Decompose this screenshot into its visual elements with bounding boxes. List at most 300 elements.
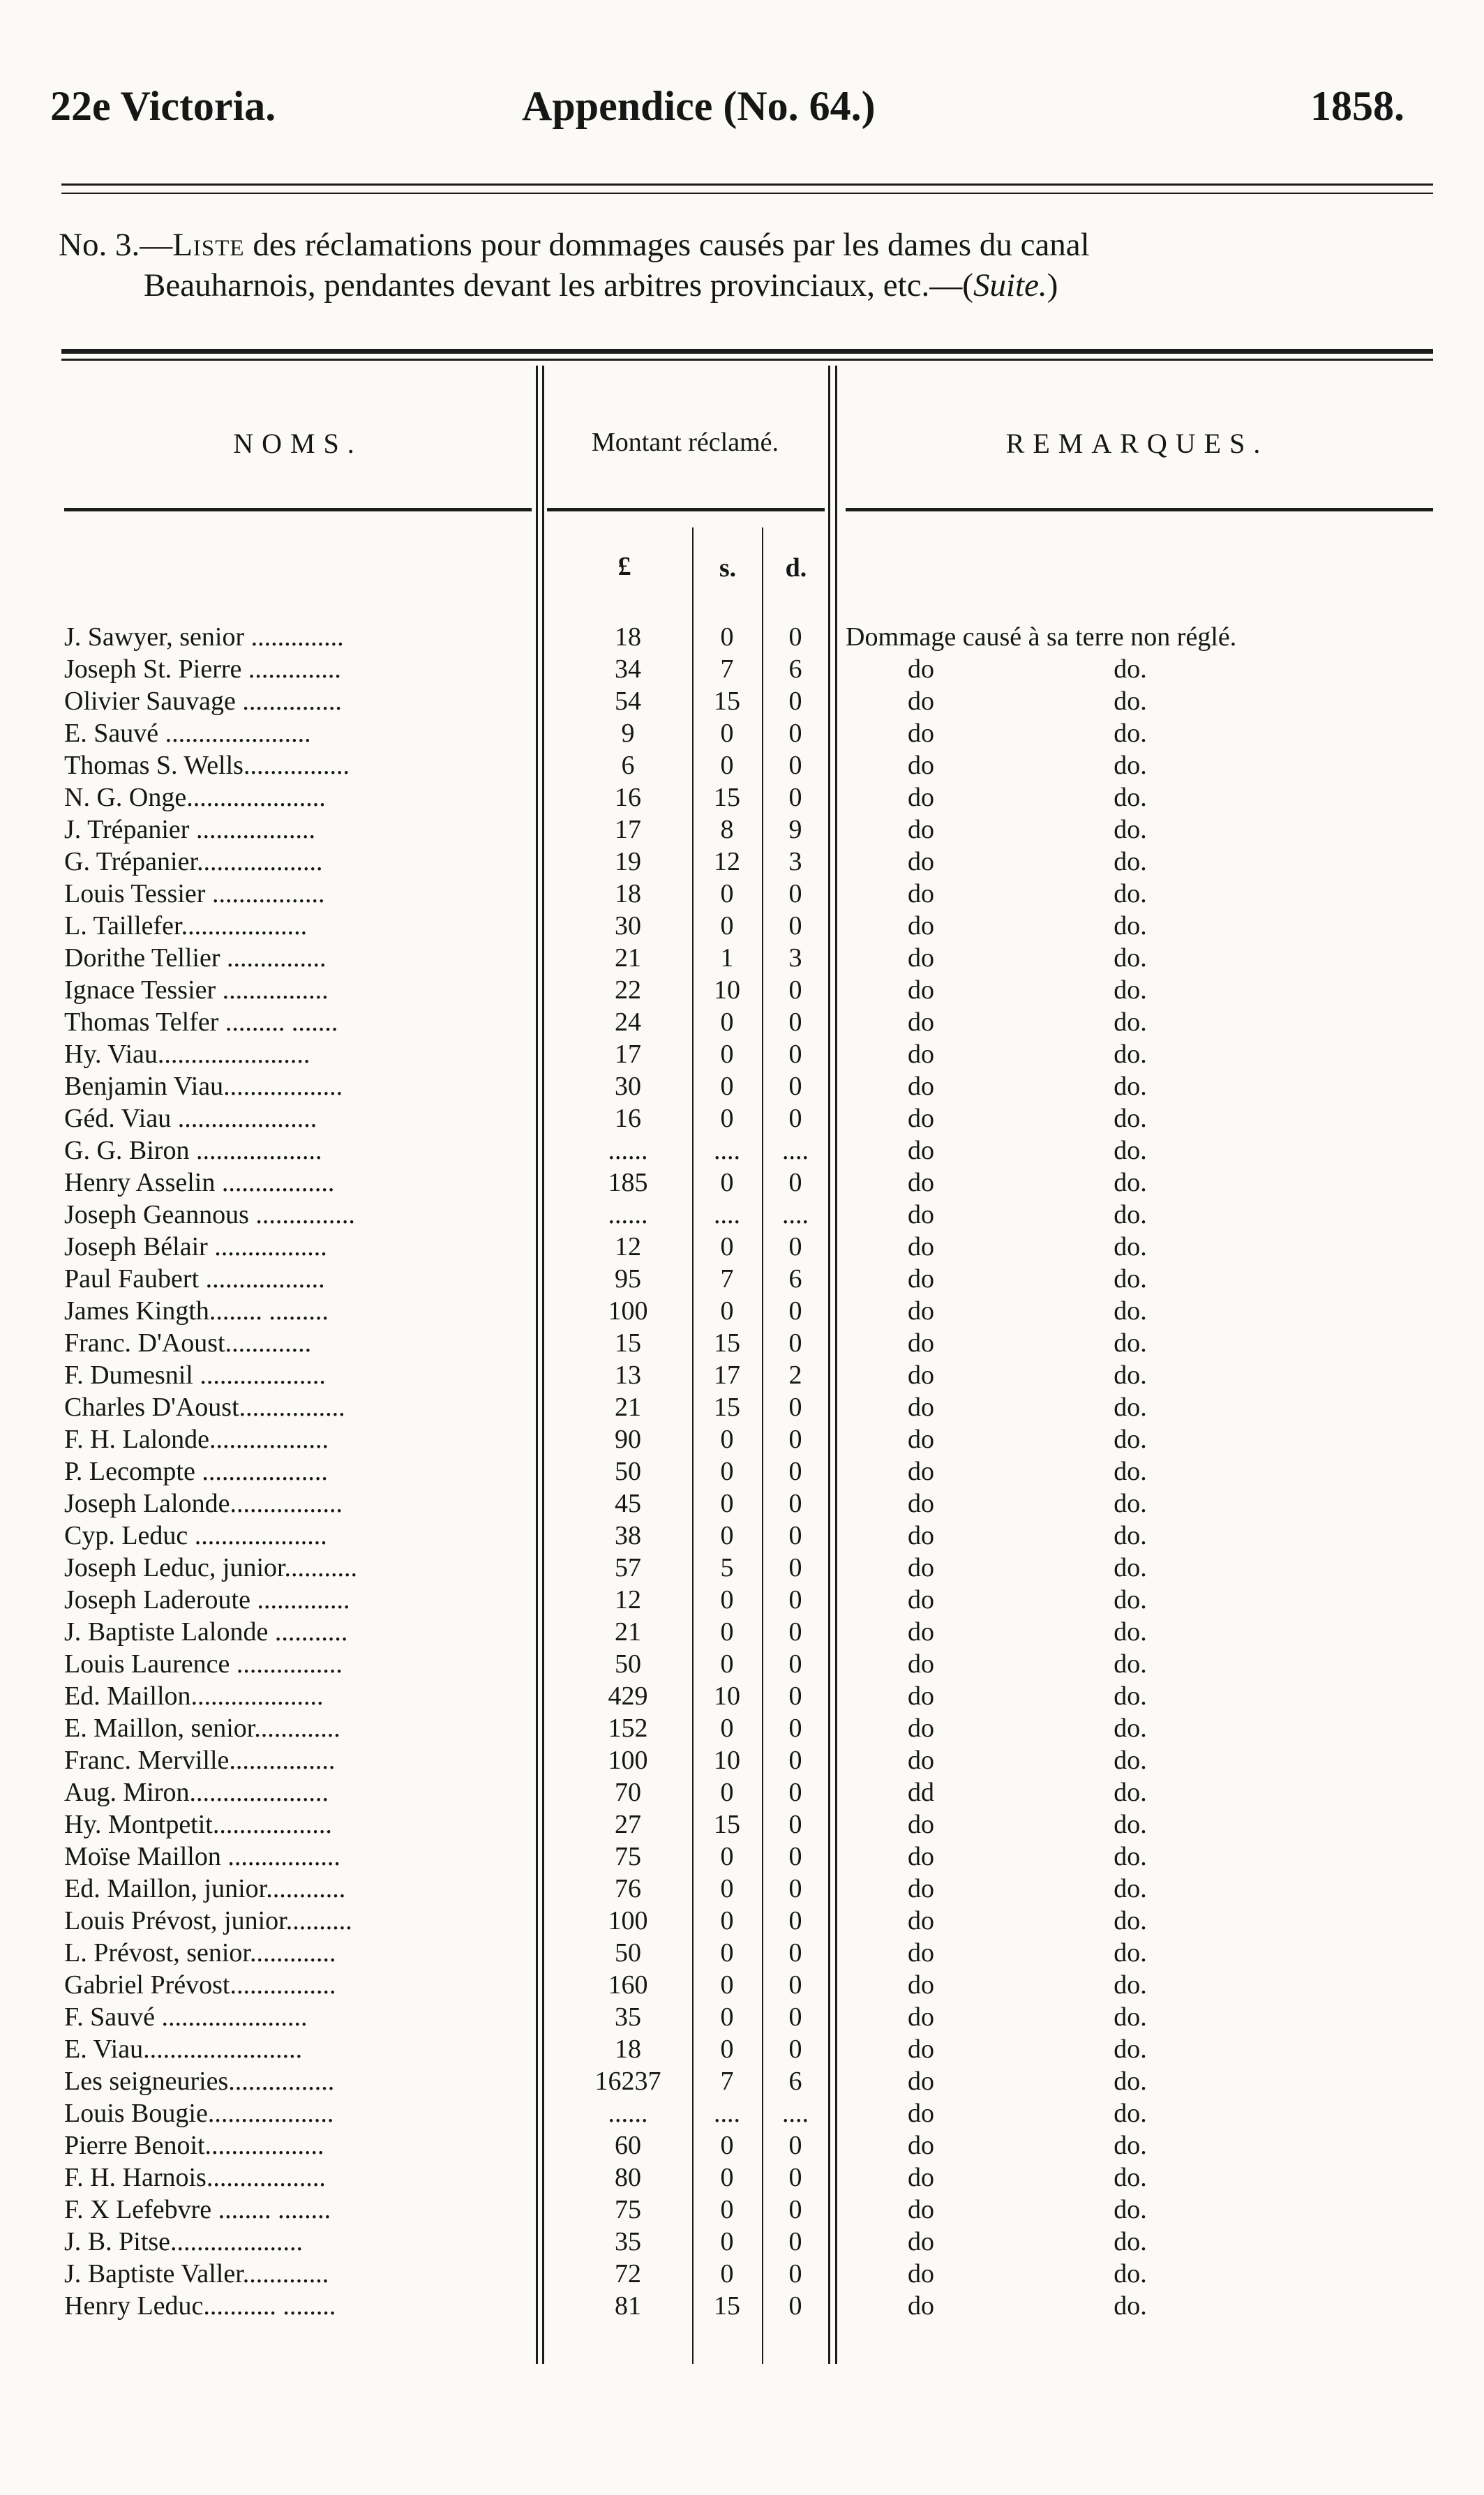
remark-ditto-1: do xyxy=(908,1810,934,1839)
claimant-name: Hy. Viau....................... xyxy=(64,1040,310,1069)
table-row xyxy=(0,2097,1484,2129)
caption-suite: Suite. xyxy=(973,267,1047,304)
amount-pence: 0 xyxy=(788,2131,802,2160)
amount-pounds: 100 xyxy=(608,1746,648,1775)
table-row xyxy=(0,1006,1484,1038)
amount-pence: 0 xyxy=(788,2227,802,2256)
remark-ditto-2: do. xyxy=(1114,1746,1147,1775)
amount-pence: 0 xyxy=(788,1649,802,1679)
claimant-name: Cyp. Leduc .................... xyxy=(64,1521,327,1550)
amount-shillings: 7 xyxy=(720,1264,734,1294)
amount-pence: 0 xyxy=(788,1168,802,1197)
amount-pence: 0 xyxy=(788,622,802,652)
remarques-header-rule xyxy=(846,508,1433,511)
table-row xyxy=(0,1038,1484,1070)
remark-ditto-1: do xyxy=(908,2163,934,2192)
table-row xyxy=(0,1295,1484,1327)
claimant-name: Franc. Merville................ xyxy=(64,1746,336,1775)
amount-pounds: 80 xyxy=(615,2163,641,2192)
claimant-name: Paul Faubert .................. xyxy=(64,1264,325,1294)
header-left: 22e Victoria. xyxy=(50,83,276,129)
table-row xyxy=(0,1455,1484,1488)
amount-shillings: 8 xyxy=(720,815,734,844)
amount-shillings: 15 xyxy=(714,1810,740,1839)
remark-ditto-1: do xyxy=(908,1200,934,1229)
remark-ditto-2: do. xyxy=(1114,2259,1147,2288)
claimant-name: Thomas S. Wells................ xyxy=(64,751,350,780)
amount-pounds: 24 xyxy=(615,1007,641,1037)
remark-ditto-1: do xyxy=(908,751,934,780)
amount-shillings: 0 xyxy=(720,1296,734,1326)
amount-pence: 0 xyxy=(788,1906,802,1935)
claimant-name: L. Prévost, senior............. xyxy=(64,1938,336,1968)
amount-pounds: 16 xyxy=(615,1104,641,1133)
table-row xyxy=(0,974,1484,1006)
amount-pounds: 18 xyxy=(615,622,641,652)
remark-ditto-1: do xyxy=(908,1489,934,1518)
claimant-name: J. B. Pitse.................... xyxy=(64,2227,303,2256)
claimant-name: Pierre Benoit.................. xyxy=(64,2131,324,2160)
claimant-name: Joseph St. Pierre .............. xyxy=(64,654,341,684)
amount-pounds: 35 xyxy=(615,2227,641,2256)
remark-ditto-2: do. xyxy=(1114,687,1147,716)
caption-line-1 xyxy=(59,225,1440,265)
noms-header-rule xyxy=(64,508,532,511)
amount-pounds: 16237 xyxy=(594,2067,661,2096)
remark-ditto-1: do xyxy=(908,1681,934,1711)
table-row xyxy=(0,1134,1484,1167)
claimant-name: Henry Asselin ................. xyxy=(64,1168,335,1197)
claimant-name: Les seigneuries................ xyxy=(64,2067,335,2096)
table-row xyxy=(0,2290,1484,2322)
amount-shillings: 0 xyxy=(720,1906,734,1935)
remark-ditto-2: do. xyxy=(1114,1393,1147,1422)
claimant-name: Joseph Laderoute .............. xyxy=(64,1585,350,1614)
amount-pounds: 70 xyxy=(615,1778,641,1807)
claimant-name: E. Sauvé ...................... xyxy=(64,719,311,748)
amount-shillings: 10 xyxy=(714,1746,740,1775)
remark-ditto-1: do xyxy=(908,2195,934,2224)
amount-pounds: 12 xyxy=(615,1585,641,1614)
amount-shillings: 15 xyxy=(714,1393,740,1422)
amount-shillings: 15 xyxy=(714,2291,740,2321)
claimant-name: J. Trépanier .................. xyxy=(64,815,315,844)
amount-pounds: 21 xyxy=(615,1393,641,1422)
amount-shillings: 0 xyxy=(720,2131,734,2160)
amount-shillings: 0 xyxy=(720,1521,734,1550)
remark-ditto-1: do xyxy=(908,879,934,908)
remark-ditto-2: do. xyxy=(1114,1007,1147,1037)
table-row xyxy=(0,1327,1484,1359)
caption-number: No. 3.— xyxy=(59,227,173,263)
remark-ditto-1: do xyxy=(908,2259,934,2288)
claimant-name: Ignace Tessier ................ xyxy=(64,975,329,1005)
caption-liste: Liste xyxy=(172,227,245,263)
remark-ditto-1: do xyxy=(908,1938,934,1968)
amount-pence: 0 xyxy=(788,1778,802,1807)
remark-ditto-1: do xyxy=(908,815,934,844)
claimant-name: E. Maillon, senior............. xyxy=(64,1714,340,1743)
amount-shillings: 0 xyxy=(720,1585,734,1614)
remark-ditto-2: do. xyxy=(1114,1585,1147,1614)
amount-pence: 0 xyxy=(788,975,802,1005)
amount-pounds: 27 xyxy=(615,1810,641,1839)
amount-pence: 0 xyxy=(788,1072,802,1101)
remark-ditto-2: do. xyxy=(1114,2067,1147,2096)
amount-pounds: 429 xyxy=(608,1681,648,1711)
remark-ditto-2: do. xyxy=(1114,1553,1147,1582)
caption xyxy=(59,225,1440,306)
column-header-montant: Montant réclamé. xyxy=(591,428,779,457)
table-row xyxy=(0,1359,1484,1391)
amount-pounds: 16 xyxy=(615,783,641,812)
remark-ditto-2: do. xyxy=(1114,2131,1147,2160)
remark-ditto-1: do xyxy=(908,2099,934,2128)
amount-pence: 0 xyxy=(788,1425,802,1454)
remark-ditto-2: do. xyxy=(1114,2099,1147,2128)
remark-ditto-2: do. xyxy=(1114,1072,1147,1101)
amount-pence: 0 xyxy=(788,1714,802,1743)
claimant-name: G. G. Biron ................... xyxy=(64,1136,322,1165)
claimant-name: Gabriel Prévost................ xyxy=(64,1970,336,2000)
amount-pence: 0 xyxy=(788,1328,802,1358)
amount-pounds: 30 xyxy=(615,911,641,941)
table-row xyxy=(0,814,1484,846)
remark-ditto-2: do. xyxy=(1114,1489,1147,1518)
amount-pence: 0 xyxy=(788,783,802,812)
amount-pounds: 35 xyxy=(615,2002,641,2032)
table-row xyxy=(0,1584,1484,1616)
amount-pence: 0 xyxy=(788,719,802,748)
amount-shillings: 0 xyxy=(720,2035,734,2064)
amount-pence: 0 xyxy=(788,1617,802,1647)
amount-pence: 0 xyxy=(788,1553,802,1582)
table-row xyxy=(0,2033,1484,2065)
amount-shillings: 0 xyxy=(720,1874,734,1903)
remark-ditto-1: do xyxy=(908,1746,934,1775)
unit-shillings: s. xyxy=(719,553,737,583)
claimant-name: Louis Tessier ................. xyxy=(64,879,325,908)
claimant-name: P. Lecompte ................... xyxy=(64,1457,328,1486)
remark-ditto-1: do xyxy=(908,1553,934,1582)
amount-shillings: 0 xyxy=(720,2195,734,2224)
amount-pence: 6 xyxy=(788,2067,802,2096)
remark-ditto-1: do xyxy=(908,2291,934,2321)
amount-pence: 0 xyxy=(788,1393,802,1422)
remark-ditto-2: do. xyxy=(1114,1328,1147,1358)
remark-ditto-2: do. xyxy=(1114,783,1147,812)
amount-shillings: 15 xyxy=(714,687,740,716)
amount-pounds: 19 xyxy=(615,847,641,876)
header-right: 1858. xyxy=(1310,83,1404,129)
amount-shillings: 0 xyxy=(720,1040,734,1069)
amount-shillings: 0 xyxy=(720,622,734,652)
amount-pounds: 15 xyxy=(615,1328,641,1358)
remark-ditto-1: do xyxy=(908,2227,934,2256)
remark-ditto-1: do xyxy=(908,2131,934,2160)
claimant-name: F. H. Harnois.................. xyxy=(64,2163,326,2192)
amount-shillings: 0 xyxy=(720,1072,734,1101)
remark-ditto-1: do xyxy=(908,1007,934,1037)
amount-pence: 0 xyxy=(788,1232,802,1261)
table-row xyxy=(0,878,1484,910)
amount-pounds: 76 xyxy=(615,1874,641,1903)
remark-ditto-2: do. xyxy=(1114,1296,1147,1326)
amount-pounds: 54 xyxy=(615,687,641,716)
claimant-name: Ed. Maillon, junior............ xyxy=(64,1874,346,1903)
amount-shillings: 10 xyxy=(714,975,740,1005)
amount-pence: 0 xyxy=(788,1007,802,1037)
amount-pounds: 160 xyxy=(608,1970,648,2000)
remark-ditto-2: do. xyxy=(1114,1264,1147,1294)
remark-ditto-1: do xyxy=(908,1585,934,1614)
amount-shillings: 0 xyxy=(720,2002,734,2032)
remark-ditto-1: do xyxy=(908,1649,934,1679)
remark-ditto-1: do xyxy=(908,1361,934,1390)
table-row xyxy=(0,1231,1484,1263)
claimant-name: Thomas Telfer ......... ....... xyxy=(64,1007,338,1037)
amount-pounds: 21 xyxy=(615,1617,641,1647)
montant-header-rule xyxy=(547,508,825,511)
amount-pence: 3 xyxy=(788,847,802,876)
table-row xyxy=(0,2065,1484,2097)
amount-shillings: 0 xyxy=(720,1007,734,1037)
remark-ditto-2: do. xyxy=(1114,1425,1147,1454)
table-row xyxy=(0,685,1484,717)
claimant-name: Joseph Lalonde................. xyxy=(64,1489,343,1518)
claimant-name: Louis Bougie................... xyxy=(64,2099,334,2128)
table-row xyxy=(0,1167,1484,1199)
amount-shillings: 0 xyxy=(720,1168,734,1197)
amount-pence: 0 xyxy=(788,911,802,941)
amount-pence: 0 xyxy=(788,2163,802,2192)
amount-pence: 0 xyxy=(788,879,802,908)
amount-shillings: 0 xyxy=(720,1457,734,1486)
amount-shillings: 0 xyxy=(720,751,734,780)
remark-ditto-2: do. xyxy=(1114,1874,1147,1903)
amount-shillings: 0 xyxy=(720,1842,734,1871)
remark-ditto-1: do xyxy=(908,1425,934,1454)
claimant-name: Franc. D'Aoust............. xyxy=(64,1328,312,1358)
claimant-name: Ed. Maillon.................... xyxy=(64,1681,324,1711)
remark-ditto-2: do. xyxy=(1114,1232,1147,1261)
amount-pence: 0 xyxy=(788,1810,802,1839)
amount-pence: 0 xyxy=(788,1489,802,1518)
claimant-name: Aug. Miron..................... xyxy=(64,1778,329,1807)
remark-ditto-2: do. xyxy=(1114,1714,1147,1743)
amount-pounds: 18 xyxy=(615,879,641,908)
remark-ditto-2: do. xyxy=(1114,815,1147,844)
table-row xyxy=(0,1808,1484,1841)
amount-pounds: 50 xyxy=(615,1457,641,1486)
table-row xyxy=(0,781,1484,814)
claimant-name: F. X Lefebvre ........ ........ xyxy=(64,2195,331,2224)
amount-pence: 0 xyxy=(788,1521,802,1550)
amount-shillings: 0 xyxy=(720,2227,734,2256)
amount-pounds: 9 xyxy=(621,719,635,748)
table-row xyxy=(0,1616,1484,1648)
remark-ditto-1: do xyxy=(908,1296,934,1326)
remark-ditto-2: do. xyxy=(1114,2227,1147,2256)
amount-pounds: 100 xyxy=(608,1906,648,1935)
amount-shillings: 0 xyxy=(720,719,734,748)
remark-ditto-1: do xyxy=(908,1328,934,1358)
amount-pounds: 72 xyxy=(615,2259,641,2288)
amount-pounds: 30 xyxy=(615,1072,641,1101)
amount-shillings: 0 xyxy=(720,1938,734,1968)
amount-pence: 0 xyxy=(788,2035,802,2064)
amount-shillings: 12 xyxy=(714,847,740,876)
remark-ditto-1: dd xyxy=(908,1778,934,1807)
remark-ditto-1: do xyxy=(908,1040,934,1069)
table-row xyxy=(0,1552,1484,1584)
claimant-name: J. Baptiste Valler............. xyxy=(64,2259,329,2288)
remark-ditto-1: do xyxy=(908,1970,934,2000)
amount-pence: 0 xyxy=(788,1746,802,1775)
table-row xyxy=(0,1712,1484,1744)
table-row xyxy=(0,1680,1484,1712)
table-rule-top-thick xyxy=(61,349,1433,354)
remark-ditto-2: do. xyxy=(1114,2195,1147,2224)
claimant-name: Joseph Leduc, junior........... xyxy=(64,1553,358,1582)
amount-pence: 6 xyxy=(788,654,802,684)
caption-line-2 xyxy=(59,265,1440,306)
amount-shillings: 0 xyxy=(720,1649,734,1679)
remark-ditto-1: do xyxy=(908,1842,934,1871)
table-row xyxy=(0,1070,1484,1102)
remark-ditto-2: do. xyxy=(1114,1906,1147,1935)
amount-pounds: 22 xyxy=(615,975,641,1005)
remark-ditto-2: do. xyxy=(1114,1681,1147,1711)
table-row xyxy=(0,942,1484,974)
caption-line1-rest: des réclamations pour dommages causés par les dames du canal xyxy=(244,227,1090,263)
amount-pence: 0 xyxy=(788,2291,802,2321)
table-row xyxy=(0,653,1484,685)
table-row xyxy=(0,1905,1484,1937)
table-row xyxy=(0,1263,1484,1295)
table-row xyxy=(0,1873,1484,1905)
remark-ditto-1: do xyxy=(908,719,934,748)
header-rule-bottom xyxy=(61,193,1433,194)
remark-ditto-1: do xyxy=(908,1714,934,1743)
remark-ditto-1: do xyxy=(908,1264,934,1294)
remark-ditto-1: do xyxy=(908,1457,934,1486)
remark-ditto-2: do. xyxy=(1114,1040,1147,1069)
claimant-name: J. Baptiste Lalonde ........... xyxy=(64,1617,348,1647)
table-row xyxy=(0,1969,1484,2001)
amount-pence: 0 xyxy=(788,1585,802,1614)
remark-ditto-2: do. xyxy=(1114,1136,1147,1165)
amount-pence: .... xyxy=(782,1200,809,1229)
amount-pounds: 81 xyxy=(615,2291,641,2321)
table-row xyxy=(0,1199,1484,1231)
claimant-name: J. Sawyer, senior .............. xyxy=(64,622,344,652)
claimant-name: Louis Laurence ................ xyxy=(64,1649,343,1679)
table-row xyxy=(0,1423,1484,1455)
amount-pounds: ...... xyxy=(608,1200,648,1229)
amount-shillings: .... xyxy=(714,2099,740,2128)
remark-ditto-2: do. xyxy=(1114,719,1147,748)
amount-pence: 0 xyxy=(788,1040,802,1069)
amount-pence: 0 xyxy=(788,1874,802,1903)
remark-ditto-1: do xyxy=(908,1874,934,1903)
amount-pence: 0 xyxy=(788,751,802,780)
table-row xyxy=(0,1102,1484,1134)
amount-shillings: 0 xyxy=(720,911,734,941)
claimant-name: Joseph Bélair ................. xyxy=(64,1232,327,1261)
amount-pence: 9 xyxy=(788,815,802,844)
amount-shillings: 0 xyxy=(720,1778,734,1807)
amount-pence: 0 xyxy=(788,1842,802,1871)
remark-ditto-1: do xyxy=(908,1072,934,1101)
remark-ditto-1: do xyxy=(908,687,934,716)
table-row xyxy=(0,1776,1484,1808)
remark-ditto-2: do. xyxy=(1114,847,1147,876)
remark-ditto-2: do. xyxy=(1114,1778,1147,1807)
amount-pounds: 95 xyxy=(615,1264,641,1294)
remark-ditto-2: do. xyxy=(1114,1457,1147,1486)
table-row xyxy=(0,1488,1484,1520)
claimant-name: Louis Prévost, junior.......... xyxy=(64,1906,352,1935)
table-row xyxy=(0,1744,1484,1776)
amount-pounds: 18 xyxy=(615,2035,641,2064)
amount-pence: 0 xyxy=(788,2259,802,2288)
amount-shillings: 0 xyxy=(720,1425,734,1454)
amount-pounds: 17 xyxy=(615,815,641,844)
claimant-name: Dorithe Tellier ............... xyxy=(64,943,327,973)
remark-ditto-1: do xyxy=(908,1617,934,1647)
amount-pence: 6 xyxy=(788,1264,802,1294)
remark-ditto-1: do xyxy=(908,911,934,941)
remark-ditto-2: do. xyxy=(1114,911,1147,941)
amount-shillings: 0 xyxy=(720,1617,734,1647)
claimant-name: Benjamin Viau.................. xyxy=(64,1072,343,1101)
amount-pence: .... xyxy=(782,1136,809,1165)
table-row xyxy=(0,2161,1484,2194)
amount-pence: 0 xyxy=(788,2002,802,2032)
remark-ditto-1: do xyxy=(908,1168,934,1197)
remark-ditto-1: do xyxy=(908,975,934,1005)
remark-ditto-1: do xyxy=(908,1393,934,1422)
unit-pence: d. xyxy=(785,553,807,583)
amount-pounds: 21 xyxy=(615,943,641,973)
remark-ditto-2: do. xyxy=(1114,1104,1147,1133)
remark-ditto-2: do. xyxy=(1114,2163,1147,2192)
claimant-name: N. G. Onge..................... xyxy=(64,783,326,812)
amount-shillings: 0 xyxy=(720,1232,734,1261)
amount-pence: 0 xyxy=(788,1296,802,1326)
claimant-name: F. H. Lalonde.................. xyxy=(64,1425,329,1454)
amount-pence: 0 xyxy=(788,1970,802,2000)
remark-ditto-1: do xyxy=(908,2035,934,2064)
amount-pounds: 100 xyxy=(608,1296,648,1326)
remark-ditto-1: do xyxy=(908,2067,934,2096)
caption-line2-text: Beauharnois, pendantes devant les arbitres provinciaux, etc.—( xyxy=(144,267,973,304)
table-row xyxy=(0,1648,1484,1680)
remark-ditto-1: do xyxy=(908,847,934,876)
remark-ditto-2: do. xyxy=(1114,1521,1147,1550)
claimant-name: Joseph Geannous ............... xyxy=(64,1200,355,1229)
amount-pence: 3 xyxy=(788,943,802,973)
remark-ditto-1: do xyxy=(908,783,934,812)
amount-shillings: 15 xyxy=(714,783,740,812)
claimant-name: Géd. Viau ..................... xyxy=(64,1104,317,1133)
remark-ditto-2: do. xyxy=(1114,1842,1147,1871)
amount-pounds: 90 xyxy=(615,1425,641,1454)
amount-shillings: 0 xyxy=(720,1714,734,1743)
unit-pounds: £ xyxy=(617,552,631,581)
amount-pounds: 17 xyxy=(615,1040,641,1069)
